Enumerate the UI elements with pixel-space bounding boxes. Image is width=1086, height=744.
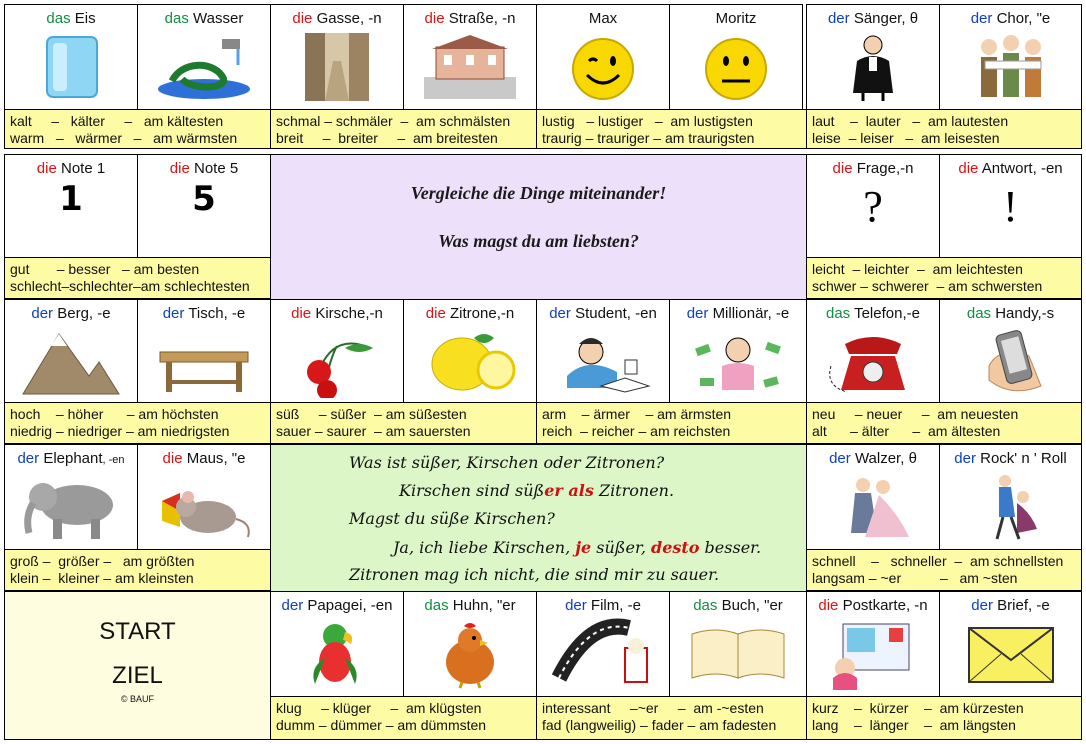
card-note1 (4, 154, 138, 258)
card-label: der Rock' n ' Roll (954, 450, 1067, 467)
card-elephant (4, 444, 138, 550)
mobile-phone-icon (959, 326, 1063, 398)
phrase-line-1: laut – lauter – am lautesten (812, 113, 1009, 129)
phrase-line-2: lang – länger – am längsten (812, 717, 1016, 733)
phrase-line-1: klug – klüger – am klügsten (276, 700, 482, 716)
mouse-icon (152, 471, 256, 543)
phrase-line-1: arm – ärmer – am ärmsten (542, 406, 732, 422)
card-label: die Postkarte, -n (818, 597, 928, 614)
card-saenger (806, 4, 940, 110)
phrase-arm (536, 402, 807, 444)
phrase-line-2: klein – kleiner – am kleinsten (10, 570, 194, 586)
card-label: die Note 1 (36, 160, 106, 177)
street-icon (418, 31, 522, 103)
rock-dancers-icon (959, 471, 1063, 543)
phrase-line-1: schmal – schmäler – am schmälsten (276, 113, 511, 129)
card-label: der Walzer, θ (829, 450, 917, 467)
dialogue-line-4: Ja, ich liebe Kirschen, je süßer, desto besser. (393, 538, 762, 557)
card-postkarte (806, 591, 940, 697)
question-mark: ? (863, 182, 883, 231)
card-handy (939, 299, 1082, 403)
card-chor (939, 4, 1082, 110)
card-antwort (939, 154, 1082, 258)
phrase-line-1: interessant –~er – am -~esten (542, 700, 764, 716)
singer-icon (821, 31, 925, 103)
card-moritz (669, 4, 803, 110)
card-rocknroll (939, 444, 1082, 550)
card-eis (4, 4, 138, 110)
phrase-line-2: leise – leiser – am leisesten (812, 130, 1000, 146)
card-label: die Note 5 (169, 160, 239, 177)
phrase-hoch (4, 402, 271, 444)
neutral-smiley-icon (684, 31, 788, 103)
phrase-neu (806, 402, 1082, 444)
winking-smiley-icon (551, 31, 655, 103)
card-max (536, 4, 670, 110)
phrase-line-2: schlecht–schlechter–am schlechtesten (10, 278, 250, 294)
phrase-gut (4, 257, 271, 299)
table-icon (152, 326, 256, 398)
card-label: der Brief, -e (971, 597, 1050, 614)
card-maus (137, 444, 271, 550)
phrase-suess (270, 402, 537, 444)
card-buch (669, 591, 807, 697)
phrase-line-2: niedrig – niedriger – am niedrigsten (10, 423, 230, 439)
grade-five: 5 (192, 179, 216, 219)
card-label: die Zitrone,-n (425, 305, 515, 322)
postcard-icon (821, 618, 925, 690)
phrase-line-2: langsam – ~er – am ~sten (812, 570, 1018, 586)
card-student (536, 299, 670, 403)
card-label: der Student, -en (549, 305, 657, 322)
instruction-panel (270, 154, 807, 300)
example-dialogue-panel (270, 444, 807, 592)
comparison-board (4, 4, 1082, 740)
card-label: das Handy,-s (966, 305, 1055, 322)
dialogue-line-5: Zitronen mag ich nicht, die sind mir zu sauer. (349, 565, 720, 584)
start-goal-field (4, 591, 271, 740)
card-tisch (137, 299, 271, 403)
card-millionaer (669, 299, 807, 403)
card-label: das Wasser (164, 10, 244, 27)
card-label: die Frage,-n (832, 160, 914, 177)
chicken-icon (418, 618, 522, 690)
phrase-kurz (806, 696, 1082, 740)
card-note5 (137, 154, 271, 258)
phrase-line-1: süß – süßer – am süßesten (276, 406, 467, 422)
dialogue-line-2: Kirschen sind süßer als Zitronen. (399, 481, 675, 500)
card-label: der Tisch, -e (162, 305, 246, 322)
card-huhn (403, 591, 537, 697)
phrase-line-2: fad (langweilig) – fader – am fadesten (542, 717, 777, 733)
card-label: das Telefon,-e (826, 305, 920, 322)
card-label: das Huhn, "er (424, 597, 516, 614)
card-gasse (270, 4, 404, 110)
phrase-schmal (270, 109, 537, 149)
parrot-icon (285, 618, 389, 690)
card-label: die Gasse, -n (292, 10, 382, 27)
card-label: der Chor, "e (970, 10, 1051, 27)
card-label: das Eis (46, 10, 96, 27)
dialogue-line-3: Magst du süße Kirschen? (349, 509, 555, 528)
card-walzer (806, 444, 940, 550)
instruction-line-2: Was magst du am liebsten? (438, 231, 639, 251)
waltz-dancers-icon (821, 471, 925, 543)
choir-icon (959, 31, 1063, 103)
card-label: der Sänger, θ (827, 10, 919, 27)
phrase-line-1: lustig – lustiger – am lustigsten (542, 113, 753, 129)
card-label: der Millionär, -e (686, 305, 790, 322)
phrase-line-2: alt – älter – am ältesten (812, 423, 1001, 439)
elephant-icon (19, 471, 123, 543)
phrase-lustig (536, 109, 807, 149)
phrase-line-1: groß – größer – am größten (10, 553, 195, 569)
card-label: Moritz (715, 10, 757, 27)
card-label: der Film, -e (565, 597, 641, 614)
alley-icon (285, 31, 389, 103)
phrase-klug (270, 696, 537, 740)
envelope-icon (959, 618, 1063, 690)
millionaire-icon (686, 326, 790, 398)
book-icon (686, 618, 790, 690)
water-hose-icon (152, 31, 256, 103)
card-label: der Elephant, -en (17, 450, 125, 467)
mountain-icon (19, 326, 123, 398)
phrase-line-1: gut – besser – am besten (10, 261, 200, 277)
phrase-line-2: sauer – saurer – am sauersten (276, 423, 471, 439)
lemon-icon (418, 326, 522, 398)
copyright-note: © BAUF (120, 694, 155, 704)
card-label: die Maus, "e (162, 450, 246, 467)
phrase-kalt (4, 109, 271, 149)
phrase-interessant (536, 696, 807, 740)
card-label: die Straße, -n (424, 10, 516, 27)
card-telefon (806, 299, 940, 403)
card-berg (4, 299, 138, 403)
phrase-line-1: hoch – höher – am höchsten (10, 406, 219, 422)
phrase-line-2: reich – reicher – am reichsten (542, 423, 731, 439)
card-wasser (137, 4, 271, 110)
phrase-line-1: leicht – leichter – am leichtesten (812, 261, 1023, 277)
card-label: die Kirsche,-n (291, 305, 383, 322)
phrase-line-2: schwer – schwerer – am schwersten (812, 278, 1043, 294)
phrase-line-2: traurig – trauriger – am traurigsten (542, 130, 755, 146)
card-strasse (403, 4, 537, 110)
phrase-line-1: schnell – schneller – am schnellsten (812, 553, 1064, 569)
grade-one: 1 (59, 179, 83, 219)
card-label: der Papagei, -en (281, 597, 393, 614)
card-label: Max (588, 10, 618, 27)
card-kirsche (270, 299, 404, 403)
phrase-line-1: neu – neuer – am neuesten (812, 406, 1019, 422)
phrase-leicht (806, 257, 1082, 299)
card-label: der Berg, -e (31, 305, 111, 322)
ice-cube-icon (19, 31, 123, 103)
telephone-icon (821, 326, 925, 398)
student-icon (551, 326, 655, 398)
card-papagei (270, 591, 404, 697)
cherry-icon (285, 326, 389, 398)
instruction-line-1: Vergleiche die Dinge miteinander! (410, 183, 667, 203)
exclamation-mark: ! (1003, 182, 1018, 231)
phrase-line-1: kalt – kälter – am kältesten (10, 113, 224, 129)
phrase-line-2: dumm – dümmer – am dümmsten (276, 717, 487, 733)
card-zitrone (403, 299, 537, 403)
phrase-schnell (806, 549, 1082, 591)
phrase-line-2: warm – wärmer – am wärmsten (10, 130, 238, 146)
card-frage (806, 154, 940, 258)
film-icon (551, 618, 655, 690)
phrase-laut (806, 109, 1082, 149)
phrase-line-2: breit – breiter – am breitesten (276, 130, 498, 146)
card-brief (939, 591, 1082, 697)
goal-label: ZIEL (112, 662, 163, 689)
card-film (536, 591, 670, 697)
phrase-gross (4, 549, 271, 591)
start-label: START (99, 618, 176, 645)
card-label: die Antwort, -en (958, 160, 1063, 177)
phrase-line-1: kurz – kürzer – am kürzesten (812, 700, 1024, 716)
dialogue-line-1: Was ist süßer, Kirschen oder Zitronen? (349, 453, 665, 472)
card-label: das Buch, "er (693, 597, 783, 614)
